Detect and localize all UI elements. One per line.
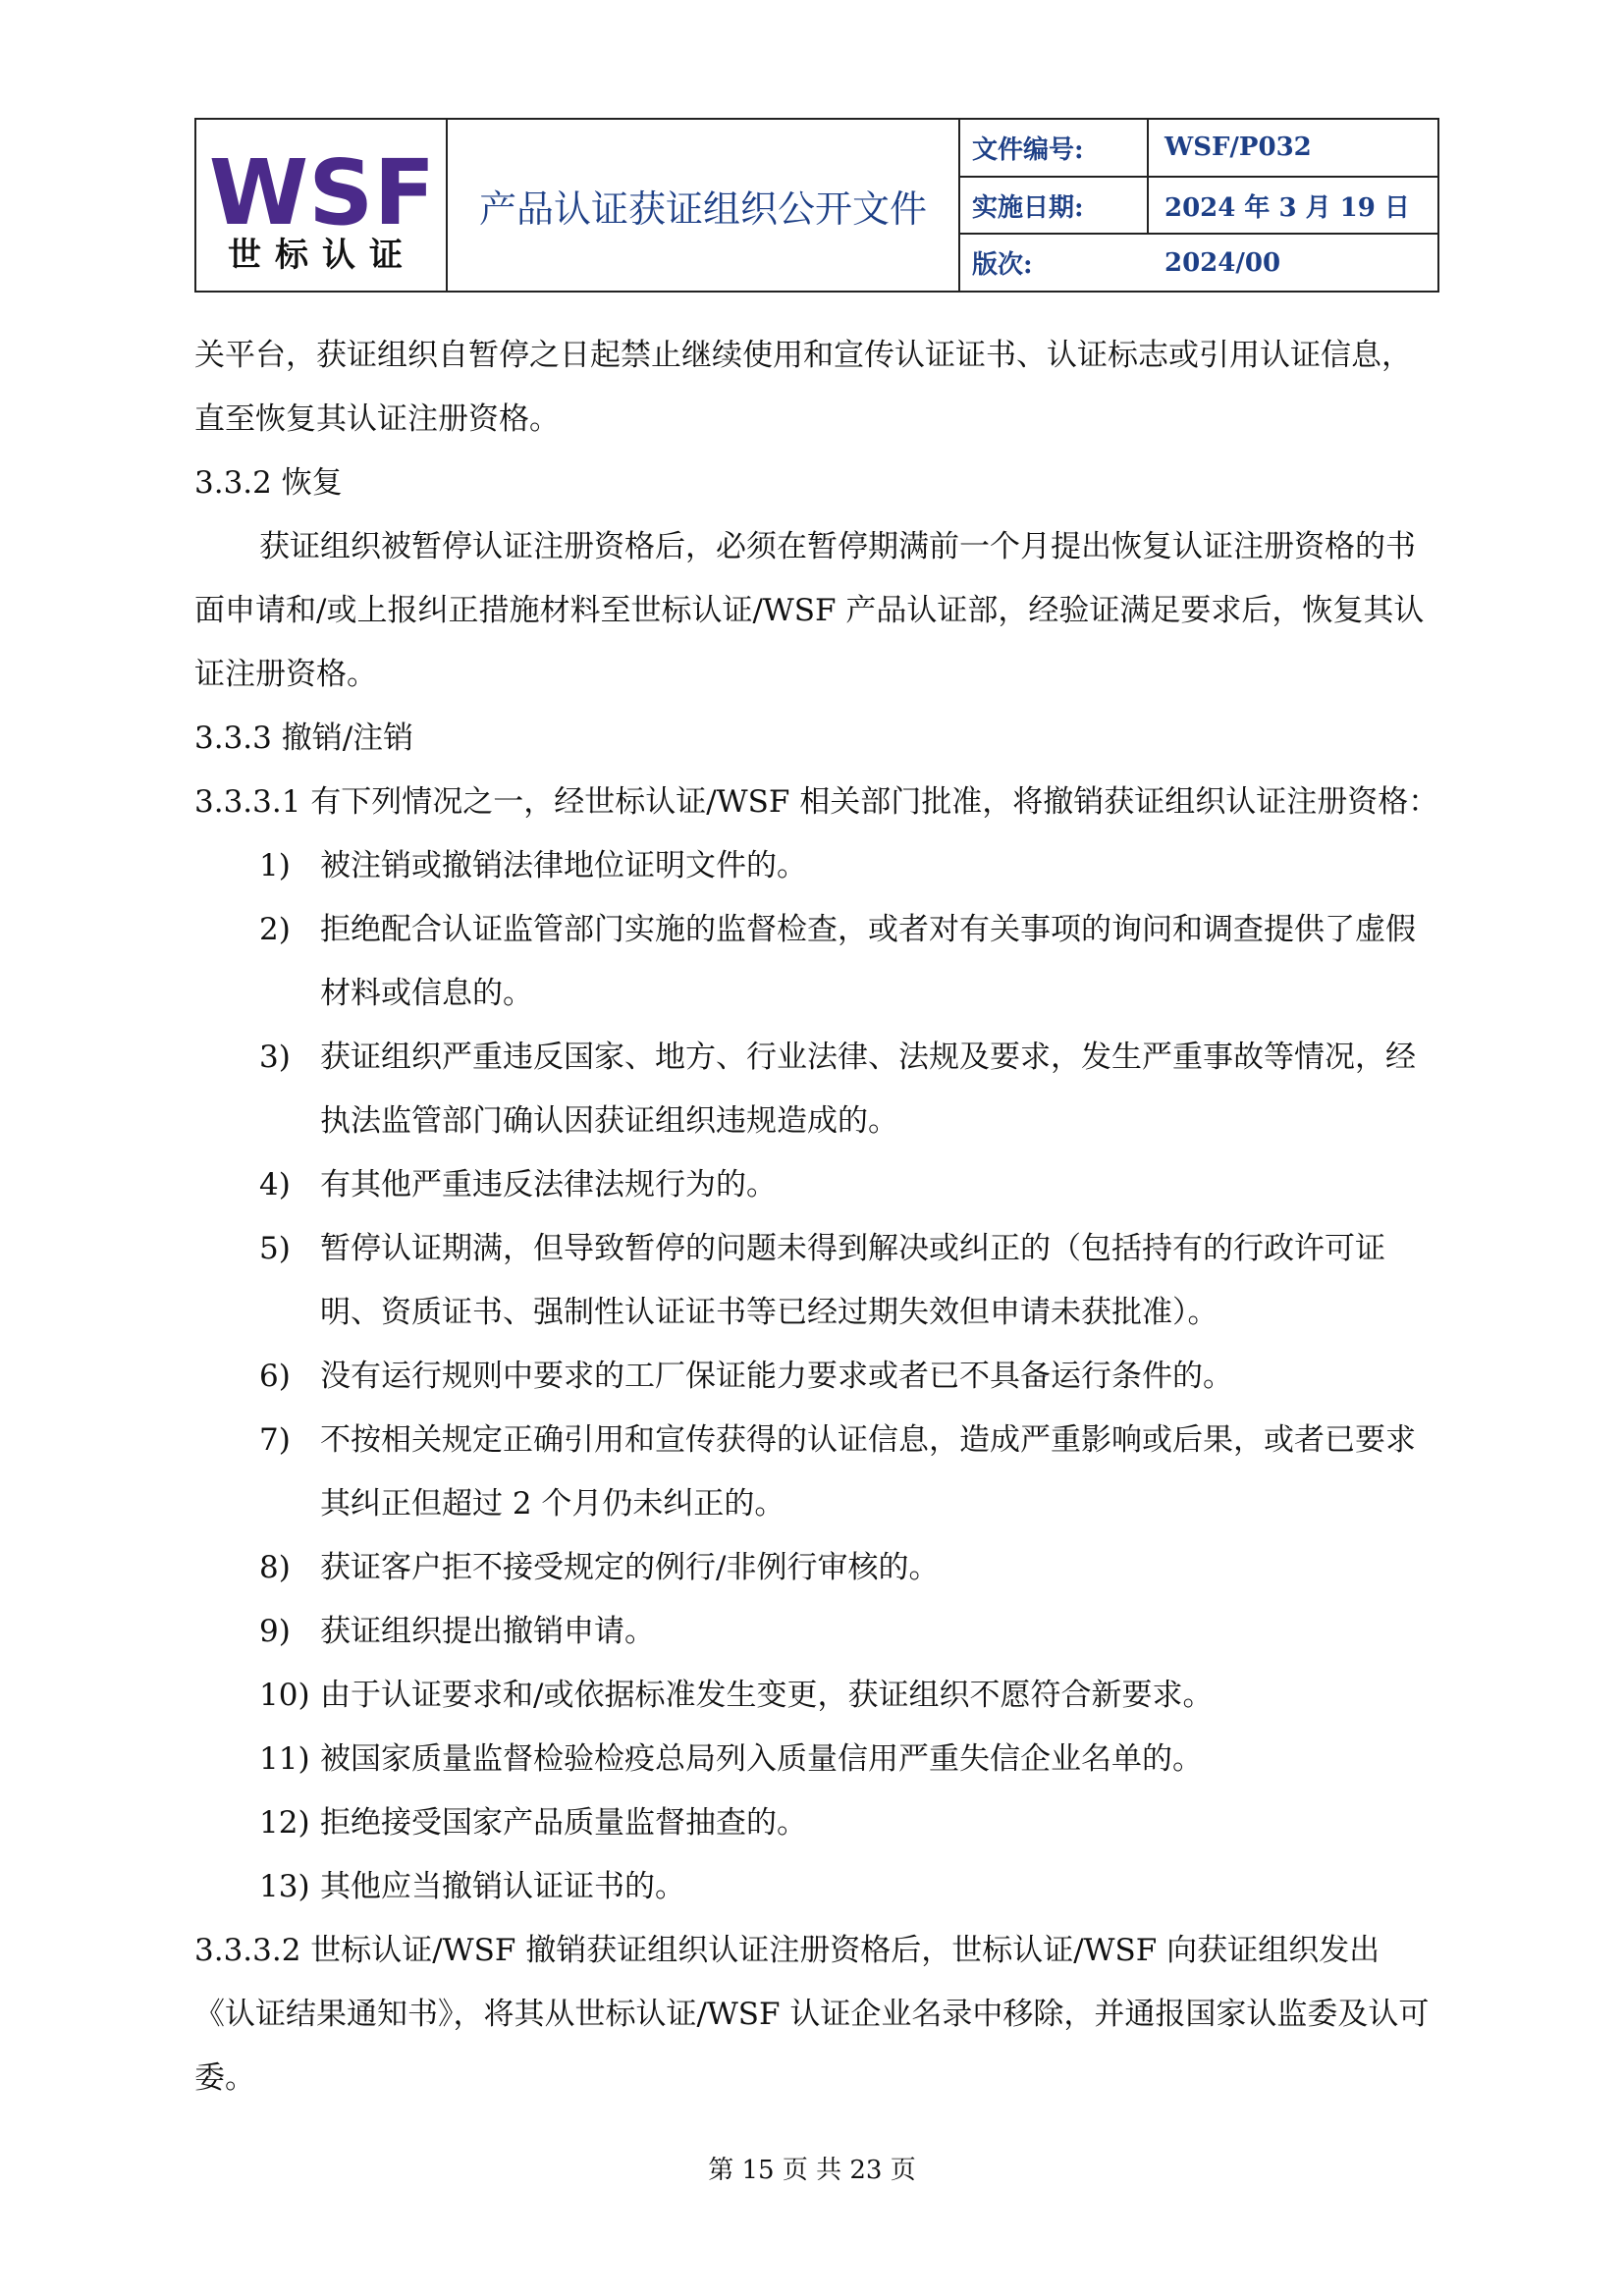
list-number: 8): [259, 1550, 291, 1585]
meta-label: 版次:: [972, 250, 1033, 281]
list-text: 被注销或撤销法律地位证明文件的。: [320, 848, 807, 883]
section-heading: 3.3.2 恢复: [194, 465, 343, 501]
list-number: 9): [259, 1614, 291, 1649]
list-text: 不按相关规定正确引用和宣传获得的认证信息，造成严重影响或后果，或者已要求其纠正但超过 2 个月仍未纠正的。: [320, 1422, 1416, 1522]
meta-cell: [960, 120, 1437, 291]
list-text: 拒绝接受国家产品质量监督抽查的。: [320, 1805, 807, 1841]
document-title: 产品认证获证组织公开文件: [478, 187, 927, 231]
document-header: [194, 118, 1439, 293]
list-item: [194, 1600, 1439, 1664]
paragraph: 3.3.3.1 有下列情况之一，经世标认证/WSF 相关部门批准，将撤销获证组织认证注册资格：: [194, 784, 1439, 820]
meta-label: 实施日期:: [960, 178, 1149, 234]
list-item: [194, 1409, 1439, 1536]
meta-row-doc-number: [960, 120, 1437, 178]
list-number: 6): [259, 1359, 291, 1394]
paragraph: 3.3.3.2 世标认证/WSF 撤销获证组织认证注册资格后，世标认证/WSF 向获证组织发出《认证结果通知书》，将其从世标认证/WSF 认证企业名录中移除，并通报国家认监委及认可委。: [194, 1933, 1430, 2096]
list-text: 获证客户拒不接受规定的例行/非例行审核的。: [320, 1550, 940, 1585]
document-body: [194, 324, 1439, 2110]
list-text: 由于认证要求和/或依据标准发生变更，获证组织不愿符合新要求。: [320, 1678, 1214, 1713]
list-text: 获证组织严重违反国家、地方、行业法律、法规及要求，发生严重事故等情况，经执法监管部门确认因获证组织违规造成的。: [320, 1040, 1416, 1139]
list-item: [194, 1791, 1439, 1855]
list-number: 4): [259, 1167, 291, 1202]
list-text: 被国家质量监督检验检疫总局列入质量信用严重失信企业名单的。: [320, 1741, 1203, 1777]
list-item: [194, 1536, 1439, 1600]
meta-value: 2024/00: [1164, 247, 1281, 278]
list-item: [194, 1153, 1439, 1217]
logo-chinese-name: 世标认证: [228, 236, 416, 275]
list-item: [194, 1664, 1439, 1728]
title-cell: [448, 120, 960, 291]
list-number: 2): [259, 912, 291, 947]
logo-cell: [196, 120, 448, 291]
meta-row-date: [960, 178, 1437, 236]
paragraph: 获证组织被暂停认证注册资格后，必须在暂停期满前一个月提出恢复认证注册资格的书面申请和/或上报纠正措施材料至世标认证/WSF 产品认证部，经验证满足要求后，恢复其认证注册资格。: [194, 529, 1425, 692]
list-text: 没有运行规则中要求的工厂保证能力要求或者已不具备运行条件的。: [320, 1359, 1233, 1394]
list-item: [194, 1855, 1439, 1919]
list-text: 获证组织提出撤销申请。: [320, 1614, 655, 1649]
meta-value: 2024 年 3 月 19 日: [1164, 192, 1410, 223]
list-number: 3): [259, 1040, 291, 1075]
meta-label: 文件编号:: [960, 120, 1149, 176]
list-number: 11): [259, 1741, 310, 1777]
list-text: 拒绝配合认证监管部门实施的监督检查，或者对有关事项的询问和调查提供了虚假材料或信息的。: [320, 912, 1416, 1011]
page-footer: 第 15 页 共 23 页: [708, 2156, 916, 2185]
list-item: [194, 1026, 1439, 1153]
list-item: [194, 1217, 1439, 1345]
revocation-list: [194, 834, 1439, 1919]
meta-row-version: [960, 235, 1437, 291]
list-number: 10): [259, 1678, 310, 1713]
list-number: 5): [259, 1231, 291, 1266]
paragraph: 关平台，获证组织自暂停之日起禁止继续使用和宣传认证证书、认证标志或引用认证信息，直至恢复其认证注册资格。: [194, 338, 1412, 437]
list-number: 7): [259, 1422, 291, 1458]
list-item: [194, 1728, 1439, 1791]
logo-letters: WSF: [208, 140, 436, 245]
wsf-logo: [208, 140, 436, 245]
list-item: [194, 1345, 1439, 1409]
list-number: 12): [259, 1805, 310, 1841]
list-number: 1): [259, 848, 291, 883]
list-number: 13): [259, 1869, 310, 1904]
list-text: 其他应当撤销认证证书的。: [320, 1869, 685, 1904]
section-heading: 3.3.3 撤销/注销: [194, 721, 414, 756]
list-item: [194, 898, 1439, 1026]
list-text: 有其他严重违反法律法规行为的。: [320, 1167, 777, 1202]
list-text: 暂停认证期满，但导致暂停的问题未得到解决或纠正的（包括持有的行政许可证明、资质证书、强制性认证证书等已经过期失效但申请未获批准）。: [320, 1231, 1385, 1330]
list-item: [194, 834, 1439, 898]
meta-value: WSF/P032: [1164, 133, 1312, 163]
